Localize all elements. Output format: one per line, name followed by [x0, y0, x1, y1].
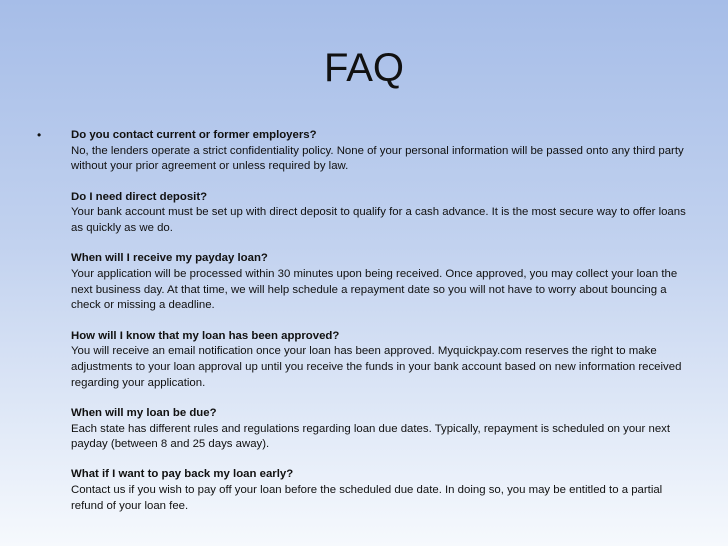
faq-item	[71, 467, 693, 514]
faq-question: How will I know that my loan has been approved?	[71, 329, 340, 342]
faq-item	[71, 128, 693, 175]
bullet-marker: •	[37, 128, 42, 142]
faq-answer: You will receive an email notification once your loan has been approved. Myquickpay.com reserves the right to make adjustments to your loan approval up until you receive the funds in your bank account based on new information received regarding your application.	[71, 345, 682, 389]
faq-question: What if I want to pay back my loan early?	[71, 468, 294, 481]
faq-answer: Your bank account must be set up with direct deposit to qualify for a cash advance. It is the most secure way to offer loans as quickly as we do.	[71, 206, 686, 235]
faq-question: Do you contact current or former employers?	[71, 129, 317, 141]
faq-answer: No, the lenders operate a strict confidentiality policy. None of your personal information will be passed onto any third party without your prior agreement or unless required by law.	[71, 144, 684, 173]
slide-title: FAQ	[323, 46, 405, 90]
faq-answer: Contact us if you wish to pay off your loan before the scheduled due date. In doing so, you may be entitled to a partial refund of your loan fee.	[71, 484, 663, 512]
faq-question: Do I need direct deposit?	[71, 190, 208, 203]
faq-answer: Each state has different rules and regulations regarding loan due dates. Typically, repayment is scheduled on your next payday (between 8 and 25 days away).	[71, 422, 671, 451]
faq-item	[71, 251, 693, 314]
faq-question: When will I receive my payday loan?	[71, 252, 268, 265]
faq-answer: Your application will be processed within 30 minutes upon being received. Once approved, you may collect your loan the next business day. At that time, we will help schedule a repayment date so you will not have to worry about bouncing a check or missing a deadline.	[71, 267, 678, 312]
faq-list	[71, 128, 693, 529]
faq-item	[71, 329, 693, 392]
faq-item	[71, 406, 693, 453]
faq-question: When will my loan be due?	[71, 406, 217, 419]
faq-item	[71, 190, 693, 237]
